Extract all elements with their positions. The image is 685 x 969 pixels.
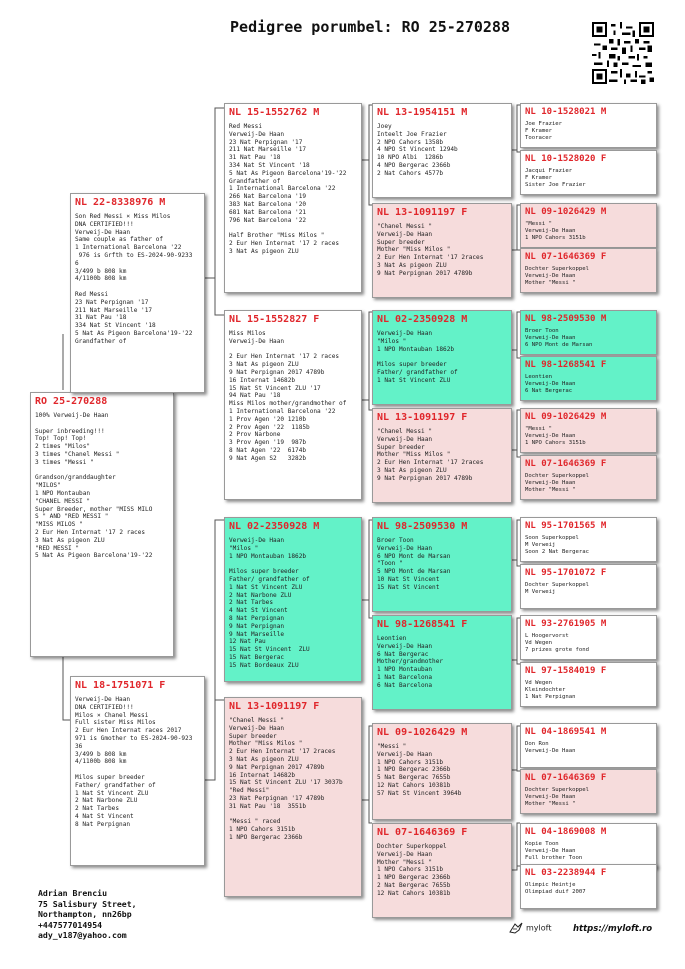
pigeon-notes: Joe Frazier F Kramer Tooracer	[525, 121, 563, 142]
gen4-card-13[interactable]	[520, 723, 657, 768]
sds-card[interactable]	[372, 310, 512, 405]
pigeon-notes: "Chanel Messi " Verweij-De Haan Super breeder Mother "Miss Milos " 2 Eur Hen Internat '17 2races 3 Nat As pigeon ZLU 9 Nat Perpignan 2017 4789b 16 Internat 14682b 15 Nat St Vincent ZLU '17 3037b "Red Messi" 23 Nat Perpignan '17 4789b 31 Nat Pau '18 3551b "Messi " raced 1 NPO Cahors 3151b 1 NPO Bergerac 2366b	[229, 717, 343, 841]
ring-number: NL 10-1528020 F	[525, 154, 607, 164]
pigeon-notes: Son Red Messi × Miss Milos DNA CERTIFIED!!! Verweij-De Haan Same couple as father of 1 International Barcelona '22 976 is Grfth to ES-2024-90-9233 6 3/499 b 808 km 4/1100b 808 km Red Messi 23 Nat Perpignan '17 211 Nat Marseille '17 31 Nat Pau '18 334 Nat St Vincent '18 5 Nat As Pigeon Barcelona'19-'22 Grandfather of	[75, 213, 193, 345]
pigeon-notes: Don Ron Verweij-De Haan	[525, 741, 576, 755]
ring-number: NL 13-1091197 F	[229, 701, 320, 712]
pigeon-notes: Verweij-De Haan "Milos " 1 NPO Montauban 1862b Milos super breeder Father/ grandfather of 1 Nat St Vincent ZLU 2 Nat Narbone ZLU 2 Nat Tarbes 4 Nat St Vincent 8 Nat Perpignan 9 Nat Perpignan 9 Nat Marseille 12 Nat Pau 15 Nat St Vincent ZLU 15 Nat Bergerac 15 Nat Bordeaux ZLU	[229, 537, 310, 669]
sire-sire-card[interactable]	[224, 103, 362, 293]
website-link[interactable]: https://myloft.ro	[573, 924, 653, 934]
ring-number: NL 07-1646369 F	[525, 773, 607, 783]
pigeon-notes: Leontien Verweij-De Haan 6 Nat Bergerac Mother/grandmother 1 NPO Montauban 1 Nat Barcelona 6 Nat Barcelona	[377, 635, 444, 689]
page-title: Pedigree porumbel: RO 25-270288	[230, 18, 510, 36]
ring-number: NL 18-1751071 F	[75, 680, 166, 691]
ring-number: NL 93-2761905 M	[525, 619, 607, 629]
ring-number: NL 98-1268541 F	[377, 619, 468, 630]
ring-number: NL 09-1026429 M	[525, 207, 607, 217]
gen4-card-4[interactable]	[520, 248, 657, 293]
ring-number: NL 95-1701565 M	[525, 521, 607, 531]
ring-number: NL 15-1552827 F	[229, 314, 320, 325]
gen4-card-12[interactable]	[520, 662, 657, 707]
gen4-card-7[interactable]	[520, 408, 657, 453]
ring-number: NL 07-1646369 F	[377, 827, 468, 838]
pigeon-notes: Vd Wegen Kleindochter 1 Nat Perpignan	[525, 680, 576, 701]
ring-number: NL 10-1528021 M	[525, 107, 607, 117]
pigeon-notes: Red Messi Verweij-De Haan 23 Nat Perpignan '17 211 Nat Marseille '17 31 Nat Pau '18 334 Nat St Vincent '18 5 Nat As Pigeon Barcelona'19-'22 Grandfather of 1 International Barcelona '22 266 Nat Barcelona '19 383 Nat Barcelona '20 681 Nat Barcelona '21 796 Nat Barcelona '22 Half Brother "Miss Milos " 2 Eur Hen Internat '17 2 races 3 Nat As pigeon ZLU	[229, 123, 347, 255]
ring-number: NL 98-2509530 M	[525, 314, 607, 324]
pigeon-notes: "Messi " Verweij-De Haan 1 NPO Cahors 3151b	[525, 221, 586, 242]
pigeon-notes: L Hoogervorst Vd Wegen 7 prizes grote fond	[525, 633, 589, 654]
pigeon-notes: "Messi " Verweij-De Haan 1 NPO Cahors 3151b 1 NPO Bergerac 2366b 5 Nat Bergerac 7655b 12 Nat Cahors 10381b 57 Nat St Vincent 3964b	[377, 743, 462, 797]
dds-card[interactable]	[372, 723, 512, 820]
gen4-card-16[interactable]	[520, 864, 657, 909]
pigeon-notes: Broer Toon Verweij-De Haan 6 NPO Mont de Marsan "Toon " 5 NPO Mont de Marsan 10 Nat St Vincent 15 Nat St Vincent	[377, 537, 451, 591]
pigeon-notes: Kopie Toon Verweij-De Haan Full brother Toon	[525, 841, 583, 862]
gen4-card-15[interactable]	[520, 823, 657, 868]
pigeon-notes: Dochter Superkoppel M Verweij	[525, 582, 589, 596]
dam-sire-card[interactable]	[224, 517, 362, 682]
pigeon-notes: Broer Toon Verweij-De Haan 6 NPO Mont de Marsan	[525, 328, 593, 349]
pigeon-notes: Jacqui Frazier F Kramer Sister Joe Frazier	[525, 168, 586, 189]
ring-number: NL 97-1584019 F	[525, 666, 607, 676]
pigeon-notes: Olimpic Heintje Olimpiad duif 2007	[525, 882, 586, 896]
pigeon-notes: "Chanel Messi " Verweij-De Haan Super breeder Mother "Miss Milos " 2 Eur Hen Internat '17 2races 3 Nat As pigeon ZLU 9 Nat Perpignan 2017 4789b	[377, 428, 484, 482]
ssd-card[interactable]	[372, 203, 512, 298]
ring-number: NL 22-8338976 M	[75, 197, 166, 208]
gen4-card-2[interactable]	[520, 150, 657, 195]
ring-number: NL 15-1552762 M	[229, 107, 320, 118]
pigeon-notes: Soon Superkoppel M Verweij Soon 2 Nat Bergerac	[525, 535, 589, 556]
owner-contact: Adrian Brenciu 75 Salisbury Street, Northampton, nn26bp +447577014954 ady_v187@yahoo.com	[38, 888, 137, 940]
pigeon-notes: Joey Inteelt Joe Frazier 2 NPO Cahors 1358b 4 NPO St Vincent 1294b 10 NPO Albi 1286b 4 NPO Bergerac 2366b 2 Nat Cahors 4577b	[377, 123, 458, 177]
sdd-card[interactable]	[372, 408, 512, 503]
dsd-card[interactable]	[372, 615, 512, 710]
pigeon-notes: Dochter Superkoppel Verweij-De Haan Mother "Messi "	[525, 266, 589, 287]
ring-number: NL 07-1646369 F	[525, 459, 607, 469]
pigeon-notes: Verweij-De Haan "Milos " 1 NPO Montauban 1862b Milos super breeder Father/ grandfather of 1 Nat St Vincent ZLU	[377, 330, 458, 384]
gen4-card-8[interactable]	[520, 455, 657, 500]
subject-pigeon-card[interactable]	[30, 392, 174, 657]
logo-text: myloft	[526, 923, 552, 933]
gen4-card-3[interactable]	[520, 203, 657, 248]
ring-number: NL 98-1268541 F	[525, 360, 607, 370]
ring-number: NL 03-2238944 F	[525, 868, 607, 878]
sire-card[interactable]	[70, 193, 205, 393]
myloft-logo	[509, 921, 551, 935]
ring-number: NL 95-1701072 F	[525, 568, 607, 578]
ring-number: NL 09-1026429 M	[525, 412, 607, 422]
gen4-card-10[interactable]	[520, 564, 657, 609]
pigeon-notes: Miss Milos Verweij-De Haan 2 Eur Hen Internat '17 2 races 3 Nat As pigeon ZLU 9 Nat Perpignan 2017 4789b 16 Internat 14682b 15 Nat St Vincent ZLU '17 94 Nat Pau '18 Miss Milos mother/grandmother of 1 International Barcelona '22 1 Prov Agen '20 1210b 2 Prov Agen '22 1185b 2 Prov Narbone 3 Prov Agen '19 987b 8 Nat Agen '22 6174b 9 Nat Agen S2 3282b	[229, 330, 347, 462]
gen4-card-1[interactable]	[520, 103, 657, 148]
pigeon-notes: Dochter Superkoppel Verweij-De Haan Mother "Messi "	[525, 473, 589, 494]
ring-number: NL 13-1954151 M	[377, 107, 468, 118]
pigeon-notes: Leontien Verweij-De Haan 6 Nat Bergerac	[525, 374, 576, 395]
ring-number: RO 25-270288	[35, 396, 108, 407]
dam-dam-card[interactable]	[224, 697, 362, 897]
ring-number: NL 13-1091197 F	[377, 207, 468, 218]
gen4-card-14[interactable]	[520, 769, 657, 814]
pigeon-logo-icon	[509, 921, 523, 935]
gen4-card-6[interactable]	[520, 356, 657, 401]
pigeon-notes: Dochter Superkoppel Verweij-De Haan Mother "Messi "	[525, 787, 589, 808]
sss-card[interactable]	[372, 103, 512, 198]
pigeon-notes: "Messi " Verweij-De Haan 1 NPO Cahors 3151b	[525, 426, 586, 447]
pigeon-notes: "Chanel Messi " Verweij-De Haan Super breeder Mother "Miss Milos " 2 Eur Hen Internat '17 2races 3 Nat As pigeon ZLU 9 Nat Perpignan 2017 4789b	[377, 223, 484, 277]
pigeon-notes: Verweij-De Haan DNA CERTIFIED!!! Milos × Chanel Messi Full sister Miss Milos 2 Eur Hen Internat races 2017 971 is Gmother to ES-2024-90-923 36 3/499 b 808 km 4/1100b 808 km Milos super breeder Father/ grandfather of 1 Nat St Vincent ZLU 2 Nat Narbone ZLU 2 Nat Tarbes 4 Nat St Vincent 8 Nat Perpignan	[75, 696, 193, 828]
sire-dam-card[interactable]	[224, 310, 362, 500]
ring-number: NL 04-1869541 M	[525, 727, 607, 737]
pigeon-notes: 100% Verweij-De Haan Super inbreeding!!! Top! Top! Top! 2 times "Milos" 3 times "Chanel Messi " 3 times "Messi " Grandson/granddaughter "MILOS" 1 NPO Montauban "CHANEL MESSI " Super Breeder, mother "MISS MILO S " AND "RED MESSI " "MISS MILOS " 2 Eur Hen Internat '17 2 races 3 Nat As pigeon ZLU "RED MESSI " 5 Nat As Pigeon Barcelona'19-'22	[35, 412, 153, 560]
ring-number: NL 13-1091197 F	[377, 412, 468, 423]
gen4-card-9[interactable]	[520, 517, 657, 562]
pigeon-notes: Dochter Superkoppel Verweij-De Haan Mother "Messi " 1 NPO Cahors 3151b 1 NPO Bergerac 2366b 2 Nat Bergerac 7655b 12 Nat Cahors 10381b	[377, 843, 451, 897]
ring-number: NL 02-2350928 M	[377, 314, 468, 325]
gen4-card-5[interactable]	[520, 310, 657, 355]
ring-number: NL 07-1646369 F	[525, 252, 607, 262]
ring-number: NL 09-1026429 M	[377, 727, 468, 738]
dam-card[interactable]	[70, 676, 205, 866]
ring-number: NL 02-2350928 M	[229, 521, 320, 532]
ring-number: NL 98-2509530 M	[377, 521, 468, 532]
ring-number: NL 04-1869008 M	[525, 827, 607, 837]
gen4-card-11[interactable]	[520, 615, 657, 660]
ddd-card[interactable]	[372, 823, 512, 918]
dss-card[interactable]	[372, 517, 512, 612]
